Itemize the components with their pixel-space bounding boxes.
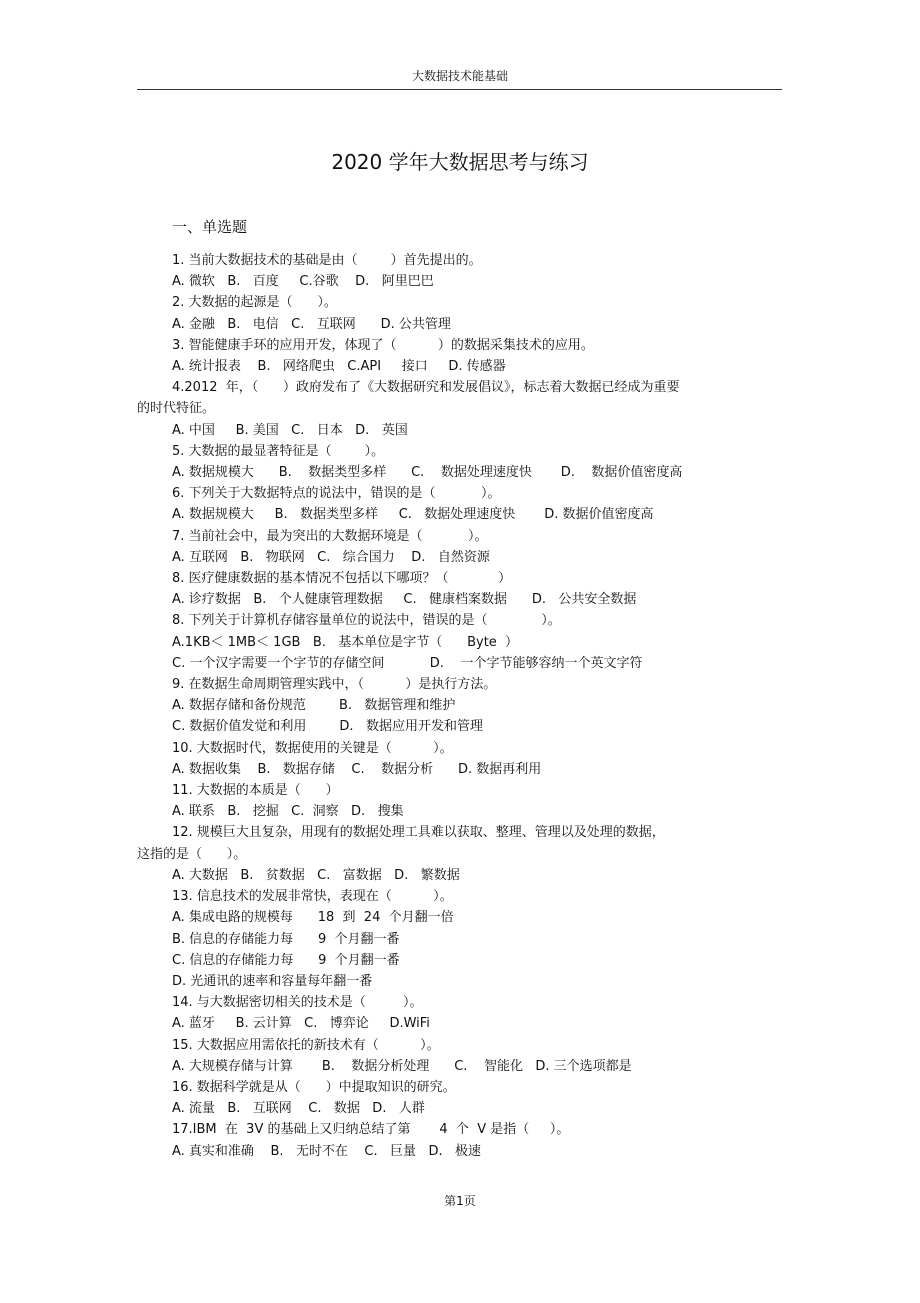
question-line: A. 数据存储和备份规范 B. 数据管理和维护: [172, 698, 456, 714]
question-line: 14. 与大数据密切相关的技术是（ ）。: [172, 995, 423, 1011]
question-line: B. 信息的存储能力每 9 个月翻一番: [172, 931, 400, 947]
question-line: A. 数据收集 B. 数据存储 C. 数据分析 D. 数据再利用: [172, 761, 542, 777]
question-line: A. 真实和准确 B. 无时不在 C. 巨量 D. 极速: [172, 1143, 481, 1159]
question-line: C. 数据价值发觉和利用 D. 数据应用开发和管理: [172, 719, 483, 735]
page-title: 2020 学年大数据思考与练习: [331, 150, 589, 174]
question-line: A. 数据规模大 B. 数据类型多样 C. 数据处理速度快 D. 数据价值密度高: [172, 507, 654, 523]
question-line: A. 微软 B. 百度 C.谷歌 D. 阿里巴巴: [172, 274, 434, 290]
question-line: A. 中国 B. 美国 C. 日本 D. 英国: [172, 422, 408, 438]
question-line: 11. 大数据的本质是（ ）: [172, 783, 339, 799]
question-line: 8. 医疗健康数据的基本情况不包括以下哪项？（ ）: [172, 571, 512, 587]
question-line: 10. 大数据时代，数据使用的关键是（ ）。: [172, 740, 453, 756]
question-line: C. 信息的存储能力每 9 个月翻一番: [172, 952, 400, 968]
question-line: 3. 智能健康手环的应用开发，体现了（ ）的数据采集技术的应用。: [172, 337, 594, 353]
question-line: C. 一个汉字需要一个字节的存储空间 D. 一个字节能够容纳一个英文字符: [172, 655, 643, 671]
question-line: A. 联系 B. 挖掘 C. 洞察 D. 搜集: [172, 804, 404, 820]
question-line: 15. 大数据应用需依托的新技术有（ ）。: [172, 1037, 440, 1053]
question-line: A. 诊疗数据 B. 个人健康管理数据 C. 健康档案数据 D. 公共安全数据: [172, 592, 637, 608]
question-line: A. 大数据 B. 贫数据 C. 富数据 D. 繁数据: [172, 867, 460, 883]
question-line: 7. 当前社会中，最为突出的大数据环境是（ ）。: [172, 528, 488, 544]
question-list: [137, 250, 747, 1162]
header-divider: [137, 89, 782, 90]
question-line: A. 流量 B. 互联网 C. 数据 D. 人群: [172, 1101, 425, 1117]
question-line: A. 集成电路的规模每 18 到 24 个月翻一倍: [172, 910, 454, 926]
question-line: 2. 大数据的起源是（ ）。: [172, 295, 337, 311]
question-line: D. 光通讯的速率和容量每年翻一番: [172, 973, 373, 989]
page-number: 第1页: [444, 1194, 476, 1208]
section-heading: 一、单选题: [172, 218, 248, 236]
question-line: 12. 规模巨大且复杂，用现有的数据处理工具难以获取、整理、管理以及处理的数据，: [172, 825, 665, 841]
question-line: 8. 下列关于计算机存储容量单位的说法中，错误的是（ ）。: [172, 613, 561, 629]
question-line: 1. 当前大数据技术的基础是由（ ）首先提出的。: [172, 253, 482, 268]
question-continuation-line: 这指的是（ ）。: [137, 846, 247, 862]
question-line: A. 大规模存储与计算 B. 数据分析处理 C. 智能化 D. 三个选项都是: [172, 1058, 632, 1074]
question-line: A.1KB＜ 1MB＜ 1GB B. 基本单位是字节（ Byte ）: [172, 634, 519, 650]
header-title: 大数据技术能基础: [411, 69, 508, 83]
question-line: 16. 数据科学就是从（ ）中提取知识的研究。: [172, 1079, 456, 1095]
question-line: 4.2012 年，（ ）政府发布了《大数据研究和发展倡议》，标志着大数据已经成为重要: [172, 380, 680, 396]
question-line: 9. 在数据生命周期管理实践中，（ ）是执行方法。: [172, 677, 497, 693]
question-line: 17.IBM 在 3V 的基础上又归纳总结了第 4 个 V 是指（ ）。: [172, 1122, 570, 1138]
question-line: 5. 大数据的最显著特征是（ ）。: [172, 443, 385, 459]
question-continuation-line: 的时代特征。: [137, 401, 216, 417]
question-line: A. 互联网 B. 物联网 C. 综合国力 D. 自然资源: [172, 549, 490, 565]
question-line: A. 数据规模大 B. 数据类型多样 C. 数据处理速度快 D. 数据价值密度高: [172, 465, 683, 481]
question-line: A. 金融 B. 电信 C. 互联网 D. 公共管理: [172, 316, 451, 332]
question-line: A. 统计报表 B. 网络爬虫 C.API 接口 D. 传感器: [172, 359, 506, 375]
question-line: A. 蓝牙 B. 云计算 C. 博弈论 D.WiFi: [172, 1016, 430, 1032]
question-line: 6. 下列关于大数据特点的说法中，错误的是（ ）。: [172, 486, 501, 502]
question-line: 13. 信息技术的发展非常快，表现在（ ）。: [172, 889, 453, 905]
